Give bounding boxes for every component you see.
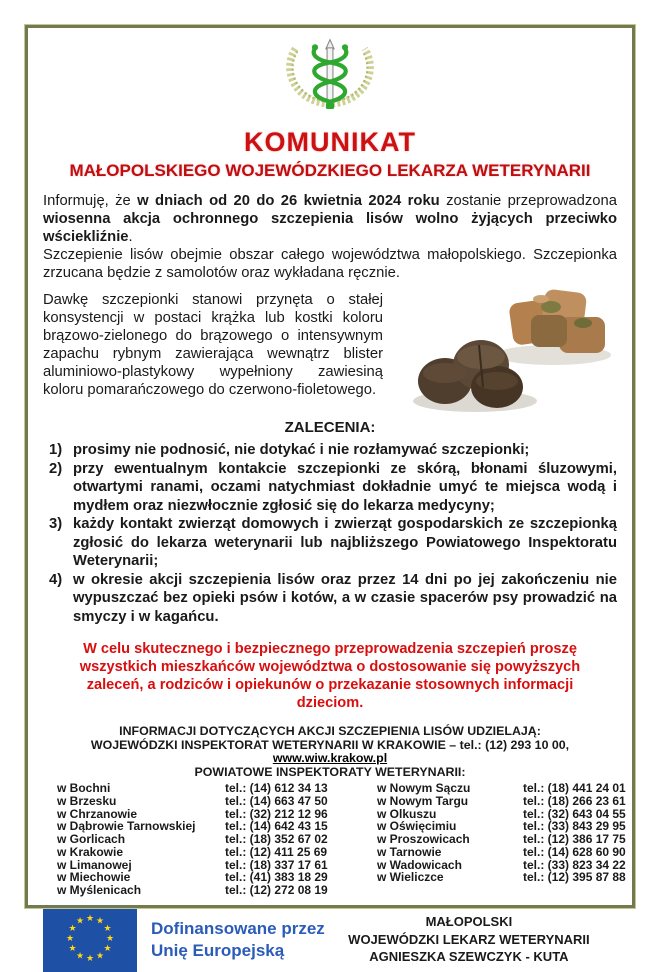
intro-line-2: Szczepienie lisów obejmie obszar całego województwa małopolskiego. Szczepionka zrzucana będzie z samolotów oraz wykładana ręcznie. [43, 247, 617, 281]
contact-town: w Tarnowie [377, 844, 442, 859]
page-footer [43, 908, 617, 972]
svg-text:★: ★ [105, 933, 115, 944]
contact-town: w Nowym Targu [377, 794, 469, 809]
contact-town: w Brzesku [57, 794, 117, 809]
contacts-table [43, 781, 626, 897]
svg-text:★: ★ [85, 913, 95, 924]
contact-town: w Miechowie [57, 870, 131, 885]
contact-town: w Krakowie [57, 844, 124, 859]
contact-town: w Wadowicach [377, 857, 462, 872]
item-number: 2) [49, 460, 63, 477]
contact-town: w Myślenicach [57, 883, 142, 897]
svg-text:★: ★ [103, 943, 112, 954]
contact-tel: tel.: (14) 612 34 13 [225, 781, 328, 796]
svg-text:★: ★ [68, 943, 77, 954]
recommendation-item [43, 441, 617, 460]
contact-town: w Wieliczce [377, 870, 444, 885]
contact-tel: tel.: (12) 411 25 69 [225, 844, 328, 859]
veterinary-caduceus-icon [266, 36, 394, 120]
item-text: przy ewentualnym kontakcie szczepionki ze skórą, błonami śluzowymi, otwartymi ranami, oczami natychmiast dokładnie umyć te miejsca wodą i mydłem oraz niezwłocznie zgłosić się do lekarza medycyny; [73, 460, 617, 514]
intro-text-1: Informuję, że [43, 193, 138, 209]
item-text: w okresie akcji szczepienia lisów oraz przez 14 dni po jej zakończeniu nie wypuszczać bez opieki psów i kotów, a w czasie spacerów psy prowadzić na smyczy i w kagańcu. [73, 571, 617, 625]
wiw-krakow-link[interactable]: www.wiw.krakow.pl [272, 751, 388, 766]
intro-paragraph [43, 192, 617, 282]
contact-tel: tel.: (12) 272 08 19 [225, 883, 328, 897]
svg-text:★: ★ [68, 923, 77, 934]
contact-tel [523, 884, 626, 897]
page-title: KOMUNIKAT [244, 127, 416, 157]
intro-bold-dates: w dniach od 20 do 26 kwietnia 2024 roku [137, 193, 440, 209]
contact-tel: tel.: (18) 441 24 01 [523, 781, 626, 796]
contact-tel: tel.: (18) 352 67 02 [225, 832, 328, 847]
contact-town: w Bochni [57, 781, 111, 796]
svg-text:★: ★ [65, 933, 75, 944]
recommendation-item [43, 515, 617, 571]
svg-text:★: ★ [85, 953, 95, 964]
contact-town: w Olkuszu [377, 806, 437, 821]
eu-flag-icon [43, 908, 137, 972]
eu-funding-label [151, 918, 325, 962]
contact-tel: tel.: (33) 843 29 95 [523, 819, 626, 834]
info-block [43, 725, 617, 779]
recommendation-item [43, 460, 617, 516]
contact-town: w Oświęcimiu [377, 819, 457, 834]
page-subtitle: MAŁOPOLSKIEGO WOJEWÓDZKIEGO LEKARZA WETERYNARII [69, 161, 591, 180]
signature-line-3: AGNIESZKA SZEWCZYK - KUTA [369, 949, 569, 965]
item-number: 4) [49, 571, 63, 588]
info-line-2 [43, 739, 617, 766]
contact-tel: tel.: (32) 212 12 96 [225, 806, 328, 821]
contact-tel: tel.: (14) 628 60 90 [523, 844, 626, 859]
svg-text:★: ★ [75, 916, 85, 927]
contact-tel: tel.: (18) 337 17 61 [225, 857, 328, 872]
contact-tel: tel.: (12) 395 87 88 [523, 870, 626, 885]
intro-bold-action: wiosenna akcja ochronnego szczepienia lisów wolno żyjących przeciwko wściekliźnie [43, 211, 617, 245]
signature-line-1: MAŁOPOLSKI [425, 914, 513, 930]
recommendation-item [43, 571, 617, 627]
item-text: każdy kontakt zwierząt domowych i zwierząt gospodarskich ze szczepionką zgłosić do lekarza weterynarii lub najbliższego Powiatowego Inspektoratu Weterynarii; [73, 516, 617, 569]
contact-town: w Nowym Sączu [377, 781, 471, 796]
svg-text:★: ★ [75, 951, 85, 962]
contact-town: w Proszowicach [377, 832, 470, 847]
intro-text-3: . [128, 229, 133, 245]
contact-town: w Dąbrowie Tarnowskiej [57, 819, 196, 834]
contact-town: w Limanowej [57, 857, 132, 872]
recommendations-list [43, 441, 617, 626]
svg-text:★: ★ [95, 951, 105, 962]
item-number: 3) [49, 516, 63, 532]
signature-block [325, 913, 617, 966]
svg-text:★: ★ [103, 923, 112, 934]
header-logo [43, 36, 617, 125]
vaccine-bait-photo [393, 275, 621, 417]
contact-tel: tel.: (14) 642 43 15 [225, 819, 328, 834]
svg-text:★: ★ [95, 916, 105, 927]
intro-text-2: zostanie przeprowadzona [439, 193, 617, 209]
eu-funding-emblem [43, 908, 325, 972]
contact-town: w Chrzanowie [57, 806, 138, 821]
warning-note: W celu skutecznego i bezpiecznego przeprowadzenia szczepień proszę wszystkich mieszkańców województwa o dostosowanie się powyższych zaleceń, a rodziców i opiekunów o przekazanie stosownych informacji dzieciom. [79, 641, 581, 711]
item-number: 1) [49, 442, 63, 458]
contact-tel: tel.: (18) 266 23 61 [523, 794, 626, 809]
eu-funding-line-2: Unię Europejską [151, 940, 285, 960]
signature-line-2: WOJEWÓDZKI LEKARZ WETERYNARII [348, 931, 590, 947]
contact-town: w Gorlicach [57, 832, 126, 847]
contact-tel: tel.: (14) 663 47 50 [225, 794, 328, 809]
contact-tel: tel.: (33) 823 34 22 [523, 857, 626, 872]
item-text: prosimy nie podnosić, nie dotykać i nie rozłamywać szczepionki; [73, 442, 530, 458]
info-line-2-text: WOJEWÓDZKI INSPEKTORAT WETERYNARII W KRAKOWIE – tel.: (12) 293 10 00, [90, 737, 570, 752]
info-line-3: POWIATOWE INSPEKTORATY WETERYNARII: [194, 764, 466, 779]
contact-tel: tel.: (32) 643 04 55 [523, 806, 626, 821]
recommendations-heading: ZALECENIA: [284, 419, 376, 436]
bait-paragraph: Dawkę szczepionki stanowi przynęta o stałej konsystencji w postaci krążka lub kostki koloru brązowo-zielonego do brązowego o intensywnym zapachu rybnym zawierająca wewnątrz blister aluminiowo-plastykowy wypełniony zawiesiną koloru pomarańczowego do czerwono-fioletowego. [43, 292, 383, 398]
communique-page [25, 25, 635, 965]
contact-tel: tel.: (12) 386 17 75 [523, 832, 626, 847]
eu-funding-line-1: Dofinansowane przez [151, 918, 325, 938]
info-line-1: INFORMACJI DOTYCZĄCYCH AKCJI SZCZEPIENIA LISÓW UDZIELAJĄ: [119, 724, 541, 738]
contact-town [377, 884, 523, 897]
contact-tel: tel.: (41) 383 18 29 [225, 870, 328, 885]
